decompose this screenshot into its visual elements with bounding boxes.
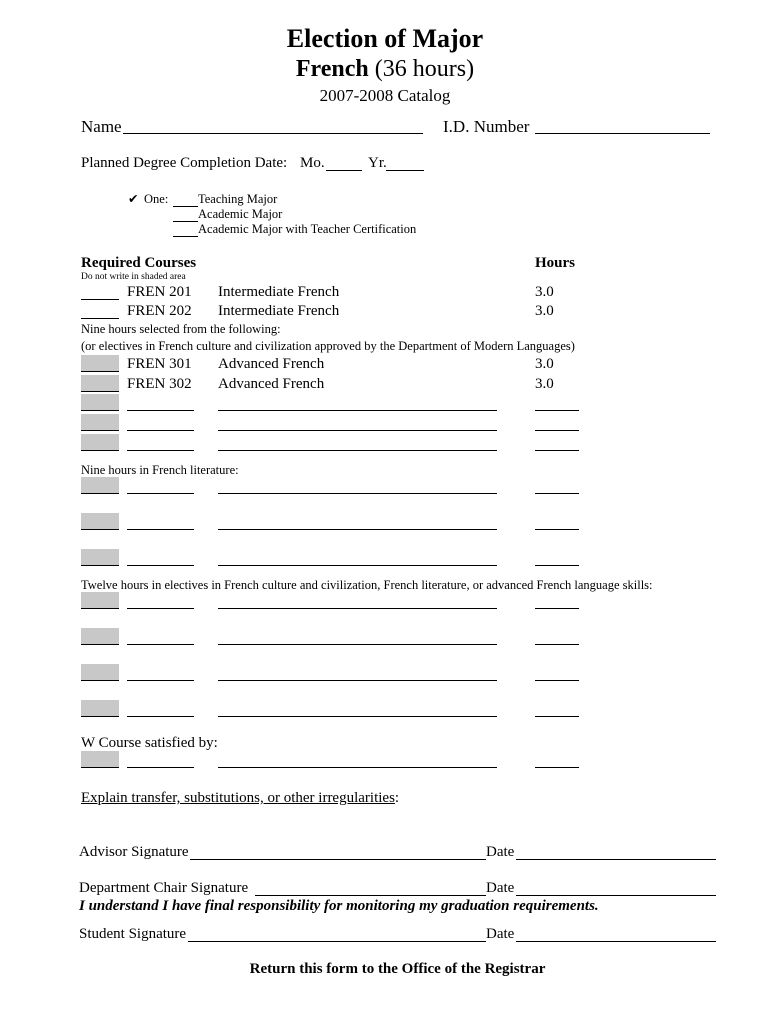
course-title-field[interactable] [218,767,497,768]
shaded-grade-box [81,434,119,451]
explain-colon: : [394,790,400,806]
course-title-field[interactable] [218,565,497,566]
form-title: Election of Major [286,24,484,53]
literature-requirement-text: Nine hours in French literature: [81,463,239,477]
teaching-major-blank[interactable] [173,206,198,207]
shaded-grade-box [81,751,119,768]
course-title-field[interactable] [218,680,497,681]
shaded-grade-box [81,477,119,494]
shaded-grade-box [81,664,119,681]
footer-instruction: Return this form to the Office of the Registrar [249,961,546,977]
course-title-field[interactable] [218,644,497,645]
course-code-field[interactable] [127,529,194,530]
course-code-field[interactable] [127,450,194,451]
shaded-grade-box [81,375,119,392]
student-date-field[interactable] [516,941,716,942]
chair-signature-label: Department Chair Signature [79,880,249,896]
course-title-field[interactable] [218,450,497,451]
course-hours-field[interactable] [535,565,579,566]
student-date-label: Date [486,926,515,942]
chair-date-field[interactable] [516,895,716,896]
course-code-field[interactable] [127,767,194,768]
course-hours: 3.0 [535,303,554,319]
major-subtitle [0,56,770,83]
electives-note: (or electives in French culture and civilization approved by the Department of Modern Languages) [81,339,575,353]
completion-date-label: Planned Degree Completion Date: [81,155,288,171]
course-hours: 3.0 [535,376,554,392]
course-code-field[interactable] [127,493,194,494]
academic-cert-blank[interactable] [173,236,198,237]
catalog-year: 2007-2008 Catalog [319,86,451,105]
course-hours: 3.0 [535,284,554,300]
year-label: Yr. [368,155,387,171]
student-signature-field[interactable] [188,941,486,942]
course-title-field[interactable] [218,608,497,609]
shaded-grade-box [81,549,119,566]
course-code-field[interactable] [127,608,194,609]
shaded-grade-box [81,355,119,372]
year-field[interactable] [386,170,424,171]
one-label: One: [144,192,169,206]
course-title-field[interactable] [218,529,497,530]
course-code-field[interactable] [127,716,194,717]
twelve-hours-text: Twelve hours in electives in French culture and civilization, French literature, or advanced French language skills: [81,578,653,592]
nine-hours-text: Nine hours selected from the following: [81,322,281,336]
course-title-field[interactable] [218,493,497,494]
id-number-field[interactable] [535,133,710,134]
major-hours: (36 hours) [368,56,475,82]
student-signature-label: Student Signature [79,926,187,942]
course-hours-field[interactable] [535,767,579,768]
chair-date-label: Date [486,880,515,896]
course-title-field[interactable] [218,716,497,717]
major-name: French [295,56,369,82]
course-code: FREN 301 [127,356,192,372]
grade-blank [81,318,119,319]
course-title: Advanced French [218,376,325,392]
shaded-grade-box [81,414,119,431]
course-hours-field[interactable] [535,430,579,431]
required-courses-heading: Required Courses [81,255,197,271]
course-title: Intermediate French [218,303,340,319]
advisor-signature-field[interactable] [190,859,486,860]
course-title: Intermediate French [218,284,340,300]
explain-text: Explain transfer, substitutions, or other irregularities [81,790,395,806]
shaded-grade-box [81,513,119,530]
course-hours-field[interactable] [535,529,579,530]
course-code: FREN 201 [127,284,192,300]
shaded-grade-box [81,592,119,609]
course-hours-field[interactable] [535,644,579,645]
responsibility-statement: I understand I have final responsibility for monitoring my graduation requirements. [79,898,599,914]
advisor-date-field[interactable] [516,859,716,860]
hours-heading: Hours [535,255,576,271]
academic-major-blank[interactable] [173,221,198,222]
grade-blank [81,299,119,300]
course-hours-field[interactable] [535,410,579,411]
name-label: Name [81,117,122,136]
shaded-grade-box [81,394,119,411]
course-hours: 3.0 [535,356,554,372]
course-code-field[interactable] [127,644,194,645]
course-hours-field[interactable] [535,493,579,494]
w-course-label: W Course satisfied by: [81,735,218,751]
course-hours-field[interactable] [535,450,579,451]
option-academic-certification: Academic Major with Teacher Certification [198,222,417,236]
option-academic-major: Academic Major [198,207,283,221]
shaded-grade-box [81,700,119,717]
option-teaching-major: Teaching Major [198,192,278,206]
checkmark-icon: ✔ [128,192,139,206]
course-code-field[interactable] [127,430,194,431]
course-code-field[interactable] [127,680,194,681]
course-title-field[interactable] [218,410,497,411]
advisor-date-label: Date [486,844,515,860]
course-hours-field[interactable] [535,680,579,681]
course-code-field[interactable] [127,410,194,411]
shaded-grade-box [81,628,119,645]
course-hours-field[interactable] [535,608,579,609]
course-hours-field[interactable] [535,716,579,717]
advisor-signature-label: Advisor Signature [79,844,189,860]
explain-irregularities-label [81,790,399,807]
shaded-area-note: Do not write in shaded area [81,272,186,282]
course-code: FREN 302 [127,376,192,392]
month-label: Mo. [300,155,325,171]
chair-signature-field[interactable] [255,895,486,896]
name-field[interactable] [123,133,423,134]
course-title: Advanced French [218,356,325,372]
course-title-field[interactable] [218,430,497,431]
id-number-label: I.D. Number [443,117,530,136]
month-field[interactable] [326,170,362,171]
course-code-field[interactable] [127,565,194,566]
course-code: FREN 202 [127,303,192,319]
